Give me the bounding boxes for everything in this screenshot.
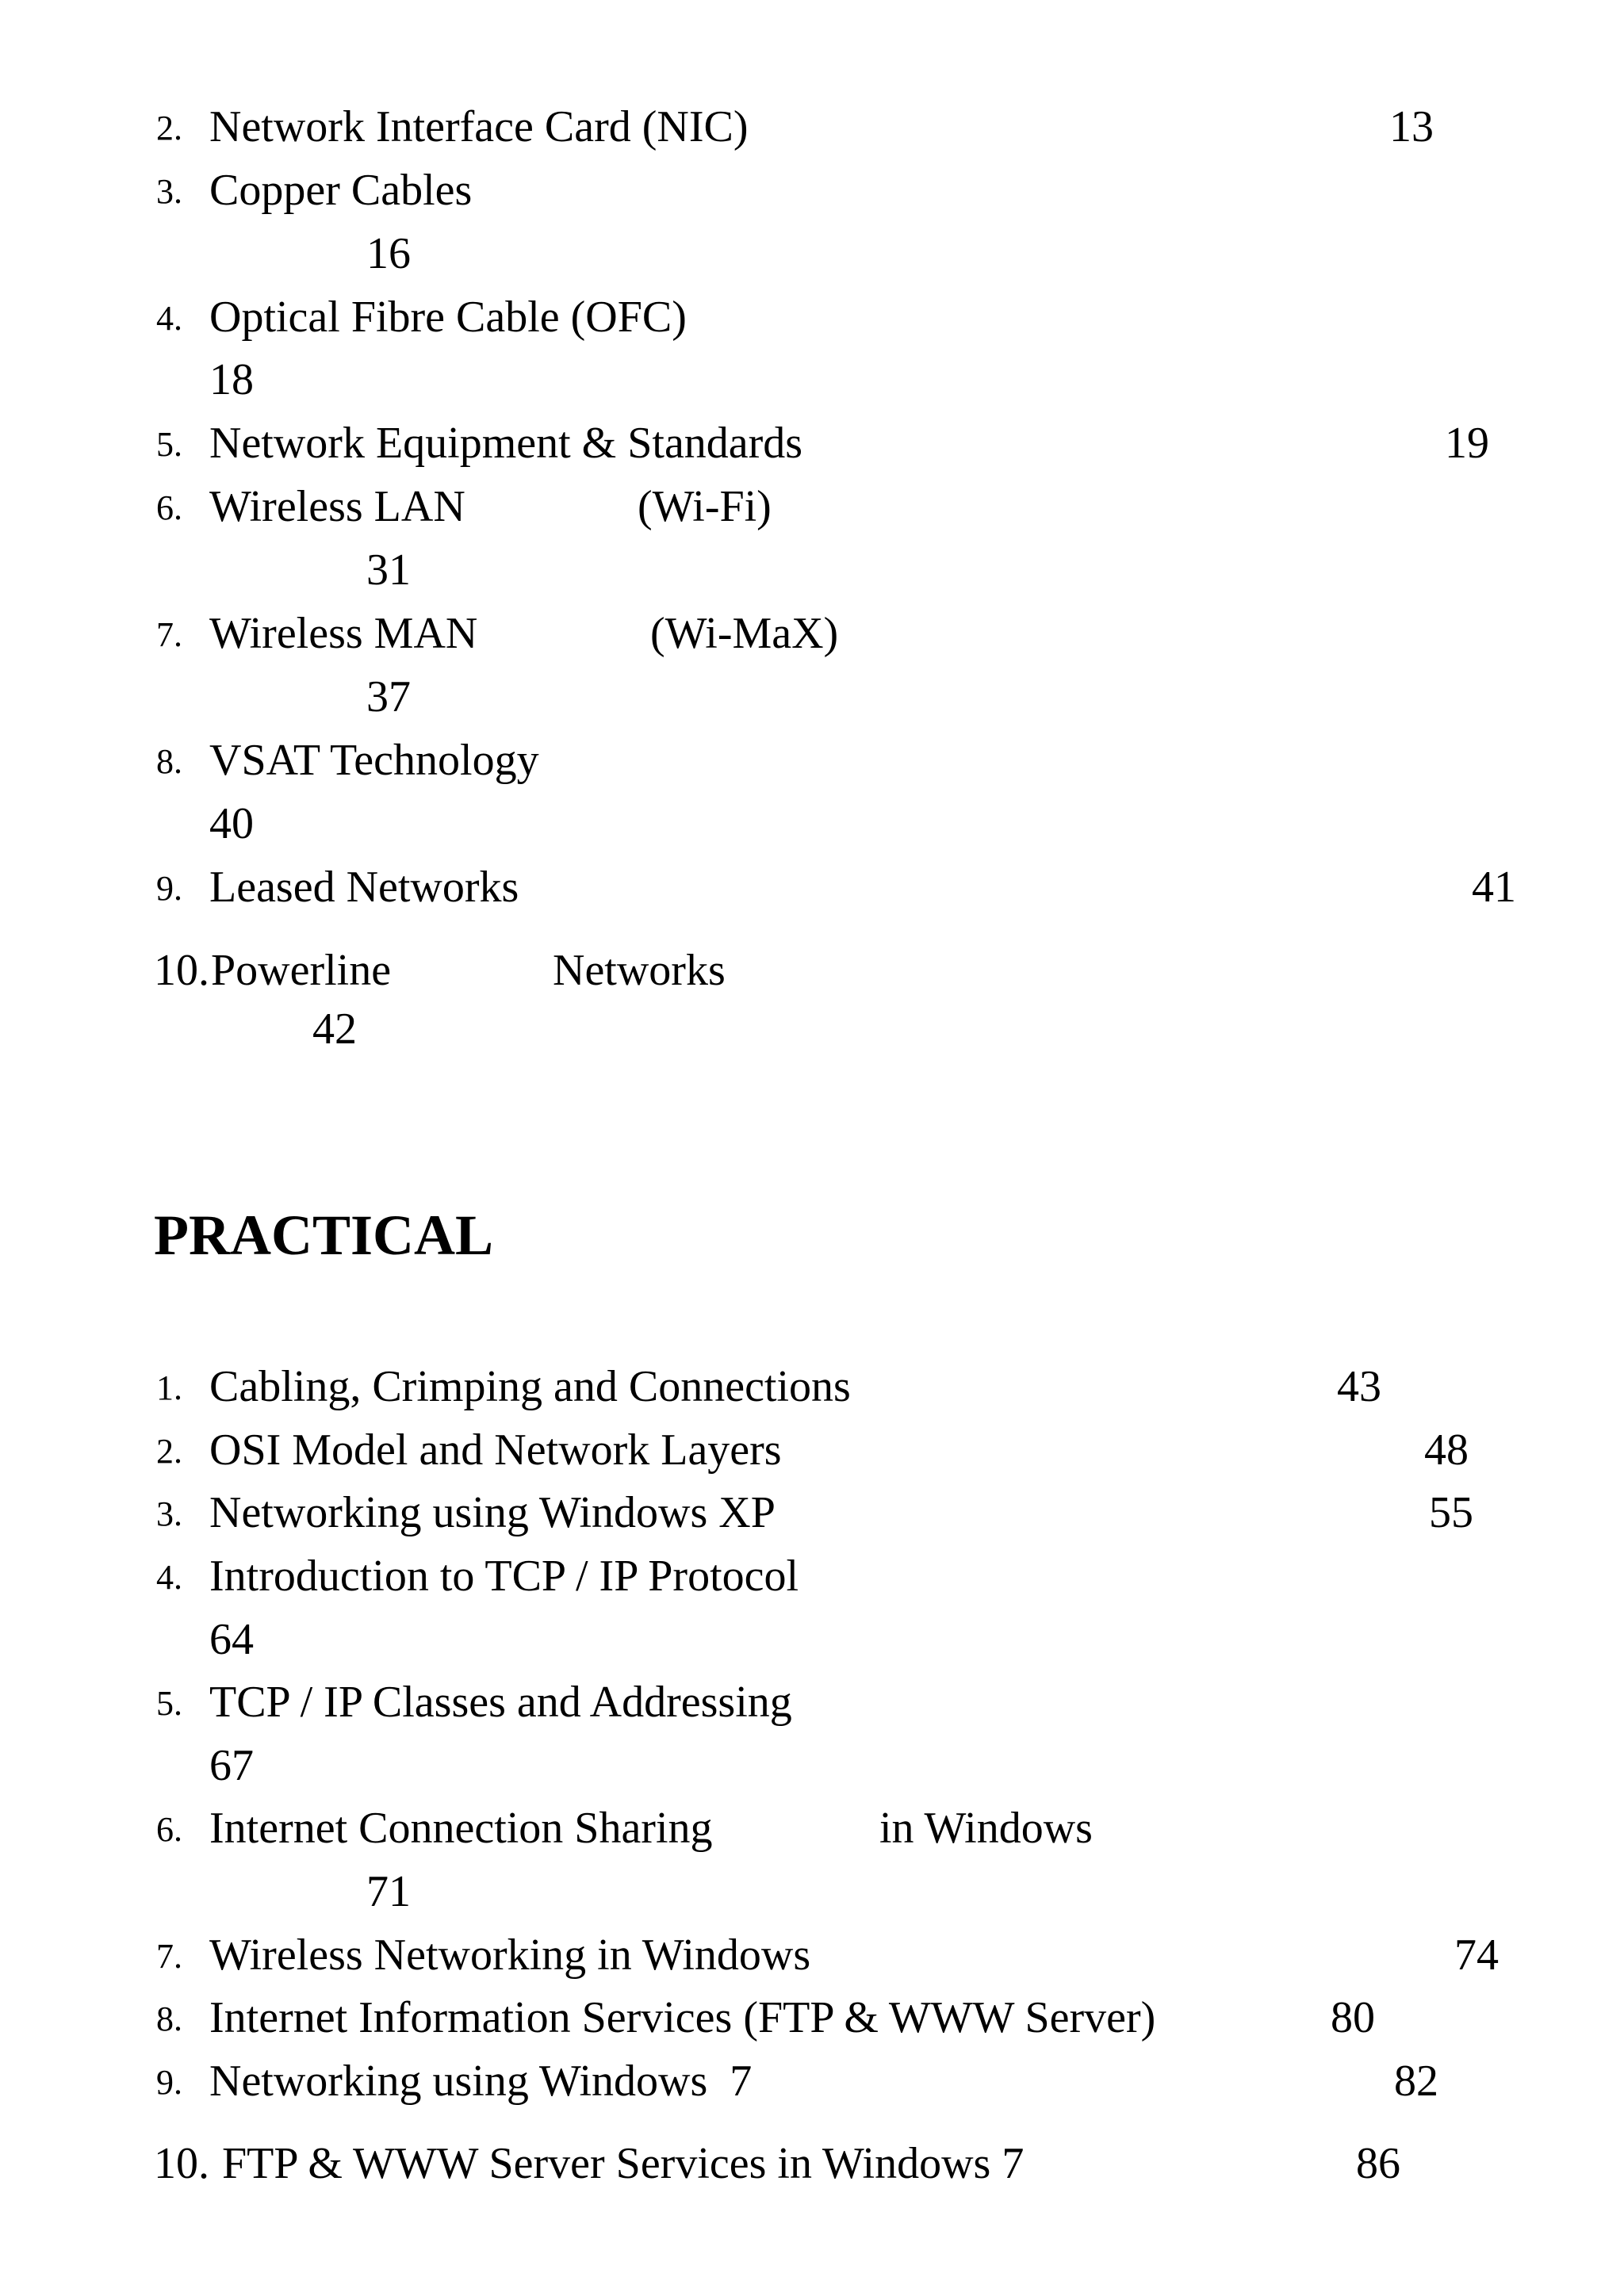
toc-item-title: Leased Networks: [209, 863, 519, 912]
toc-item-number: 8.: [156, 742, 182, 781]
toc-item-page: 67: [209, 1741, 254, 1790]
toc-item-number: 9.: [156, 2063, 182, 2102]
toc-item-title: Networking using Windows 7: [209, 2057, 753, 2106]
toc-item-title: Powerline: [211, 946, 392, 995]
toc-item-page: 82: [1394, 2057, 1438, 2106]
toc-item-number: 5.: [156, 425, 182, 464]
toc-item-number: 2.: [156, 1432, 182, 1471]
toc-item-title: Wireless Networking in Windows: [209, 1931, 811, 1980]
toc-item-page: 18: [209, 355, 254, 404]
toc-item-title-suffix: (Wi-Fi): [638, 482, 772, 531]
toc-item-page: 37: [366, 672, 411, 721]
toc-item-number: 2.: [156, 109, 182, 147]
toc-item-title: Optical Fibre Cable (OFC): [209, 293, 687, 342]
toc-item-title: Wireless MAN: [209, 609, 478, 658]
toc-item-page: 71: [366, 1867, 411, 1916]
toc-item-title: Networking using Windows XP: [209, 1488, 776, 1537]
toc-item-page: 48: [1424, 1425, 1469, 1475]
toc-item-page: 42: [312, 1004, 357, 1054]
toc-item-page: 64: [209, 1615, 254, 1664]
toc-item-number: 4.: [156, 299, 182, 338]
toc-item-title: OSI Model and Network Layers: [209, 1425, 782, 1475]
toc-item-title-suffix: in Windows: [879, 1804, 1093, 1853]
toc-item-title: Wireless LAN: [209, 482, 465, 531]
toc-item-page: 86: [1356, 2139, 1400, 2188]
toc-item-title: FTP & WWW Server Services in Windows 7: [222, 2139, 1025, 2188]
toc-item-title-suffix: Networks: [553, 946, 726, 995]
section-heading-practical: PRACTICAL: [154, 1203, 494, 1267]
toc-item-page: 55: [1429, 1488, 1473, 1537]
toc-item-number: 8.: [156, 1999, 182, 2038]
toc-item-page: 43: [1337, 1362, 1381, 1411]
toc-item-title-suffix: (Wi-MaX): [650, 609, 839, 658]
toc-item-number: 1.: [156, 1368, 182, 1407]
toc-item-page: 74: [1454, 1931, 1499, 1980]
toc-item-title: Network Equipment & Standards: [209, 419, 803, 468]
toc-item-number: 6.: [156, 488, 182, 527]
toc-item-number: 10.: [154, 946, 209, 995]
toc-item-number: 3.: [156, 1494, 182, 1533]
toc-item-number: 5.: [156, 1684, 182, 1723]
toc-item-page: 31: [366, 545, 411, 595]
toc-item-page: 40: [209, 799, 254, 848]
toc-item-title: Network Interface Card (NIC): [209, 102, 749, 151]
toc-item-page: 80: [1331, 1993, 1375, 2042]
toc-item-title: Internet Connection Sharing: [209, 1804, 713, 1853]
toc-item-title: Copper Cables: [209, 166, 473, 215]
toc-item-number: 7.: [156, 615, 182, 654]
toc-item-page: 16: [366, 229, 411, 278]
toc-item-number: 6.: [156, 1810, 182, 1849]
toc-item-title: VSAT Technology: [209, 736, 539, 785]
toc-item-page: 41: [1472, 863, 1516, 912]
toc-item-number: 4.: [156, 1558, 182, 1597]
toc-item-title: Introduction to TCP / IP Protocol: [209, 1552, 799, 1601]
toc-item-title: Cabling, Crimping and Connections: [209, 1362, 851, 1411]
toc-item-number: 7.: [156, 1937, 182, 1976]
toc-item-page: 13: [1389, 102, 1434, 151]
toc-item-title: TCP / IP Classes and Addressing: [209, 1678, 792, 1727]
toc-item-number: 3.: [156, 172, 182, 211]
toc-item-number: 9.: [156, 869, 182, 908]
toc-item-page: 19: [1445, 419, 1489, 468]
toc-item-number: 10.: [154, 2139, 209, 2188]
toc-item-title: Internet Information Services (FTP & WWW Server): [209, 1993, 1156, 2042]
